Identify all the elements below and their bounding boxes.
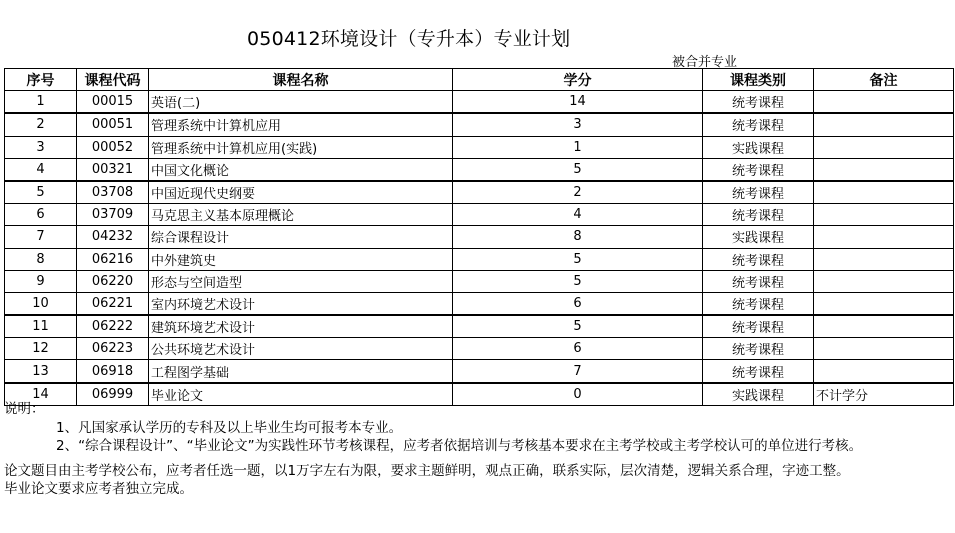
cell-course-type: 统考课程 (703, 360, 814, 383)
cell-seq: 13 (5, 360, 77, 383)
cell-credit: 4 (453, 204, 703, 226)
cell-course-name: 工程图学基础 (149, 360, 453, 383)
course-plan-table (4, 68, 954, 406)
cell-course-name: 综合课程设计 (149, 226, 453, 248)
table-row (5, 292, 954, 315)
cell-course-name: 管理系统中计算机应用(实践) (149, 136, 453, 158)
table-row (5, 113, 954, 136)
cell-remark (814, 136, 954, 158)
cell-course-name: 马克思主义基本原理概论 (149, 204, 453, 226)
cell-course-type: 统考课程 (703, 91, 814, 114)
cell-seq: 11 (5, 315, 77, 338)
cell-seq: 7 (5, 226, 77, 248)
table-row (5, 158, 954, 181)
cell-course-code: 06220 (77, 270, 149, 292)
cell-remark (814, 248, 954, 270)
cell-remark (814, 158, 954, 181)
cell-remark (814, 113, 954, 136)
cell-course-code: 06221 (77, 292, 149, 315)
table-row (5, 91, 954, 114)
cell-course-name: 建筑环境艺术设计 (149, 315, 453, 338)
cell-credit: 5 (453, 270, 703, 292)
cell-course-name: 公共环境艺术设计 (149, 338, 453, 360)
cell-course-code: 00051 (77, 113, 149, 136)
cell-credit: 8 (453, 226, 703, 248)
cell-credit: 7 (453, 360, 703, 383)
table-row (5, 181, 954, 204)
cell-course-type: 统考课程 (703, 158, 814, 181)
cell-credit: 0 (453, 383, 703, 406)
cell-seq: 5 (5, 181, 77, 204)
cell-course-type: 统考课程 (703, 315, 814, 338)
note-item-1: 1、凡国家承认学历的专科及以上毕业生均可报考本专业。 (56, 419, 403, 436)
cell-credit: 5 (453, 158, 703, 181)
cell-course-name: 中国文化概论 (149, 158, 453, 181)
cell-credit: 1 (453, 136, 703, 158)
note-paragraph-2: 毕业论文要求应考者独立完成。 (4, 481, 193, 497)
page-title: 050412环境设计（专升本）专业计划 (247, 28, 571, 50)
cell-credit: 2 (453, 181, 703, 204)
cell-course-type: 统考课程 (703, 292, 814, 315)
cell-course-code: 00321 (77, 158, 149, 181)
cell-remark (814, 270, 954, 292)
cell-course-type: 统考课程 (703, 248, 814, 270)
note-item-2 (4, 437, 952, 456)
cell-remark (814, 226, 954, 248)
cell-credit: 5 (453, 315, 703, 338)
cell-course-code: 06999 (77, 383, 149, 406)
header-credit: 学分 (453, 69, 703, 91)
cell-credit: 3 (453, 113, 703, 136)
cell-course-code: 03709 (77, 204, 149, 226)
cell-course-name: 中外建筑史 (149, 248, 453, 270)
cell-remark (814, 338, 954, 360)
table-header-row (5, 69, 954, 91)
cell-course-code: 03708 (77, 181, 149, 204)
cell-course-name: 中国近现代史纲要 (149, 181, 453, 204)
cell-seq: 8 (5, 248, 77, 270)
cell-credit: 6 (453, 338, 703, 360)
cell-seq: 2 (5, 113, 77, 136)
cell-course-name: 室内环境艺术设计 (149, 292, 453, 315)
note-item-2-text: 2、“综合课程设计”、“毕业论文”为实践性环节考核课程，应考者依据培训与考核基本要求在主考学校或主考学校认可的单位进行考核。 (56, 438, 863, 454)
cell-remark (814, 292, 954, 315)
table-row (5, 315, 954, 338)
cell-seq: 6 (5, 204, 77, 226)
cell-course-type: 实践课程 (703, 226, 814, 248)
header-name: 课程名称 (149, 69, 453, 91)
cell-course-code: 00052 (77, 136, 149, 158)
cell-remark (814, 204, 954, 226)
cell-course-type: 统考课程 (703, 204, 814, 226)
notes-section (4, 400, 952, 499)
cell-course-type: 统考课程 (703, 338, 814, 360)
cell-credit: 6 (453, 292, 703, 315)
cell-course-name: 英语(二) (149, 91, 453, 114)
cell-seq: 4 (5, 158, 77, 181)
table-row (5, 136, 954, 158)
cell-seq: 3 (5, 136, 77, 158)
table-row (5, 226, 954, 248)
cell-remark (814, 360, 954, 383)
table-row (5, 204, 954, 226)
cell-seq: 12 (5, 338, 77, 360)
cell-credit: 14 (453, 91, 703, 114)
cell-remark (814, 315, 954, 338)
cell-course-name: 毕业论文 (149, 383, 453, 406)
cell-course-name: 管理系统中计算机应用 (149, 113, 453, 136)
cell-course-code: 04232 (77, 226, 149, 248)
cell-course-code: 06222 (77, 315, 149, 338)
table-row (5, 338, 954, 360)
cell-remark (814, 181, 954, 204)
cell-course-code: 00015 (77, 91, 149, 114)
table-row (5, 248, 954, 270)
cell-seq: 14 (5, 383, 77, 406)
cell-course-code: 06223 (77, 338, 149, 360)
notes-heading: 说明： (4, 401, 45, 417)
cell-remark (814, 91, 954, 114)
header-type: 课程类别 (703, 69, 814, 91)
merged-major-label: 被合并专业 (672, 55, 738, 70)
cell-course-type: 统考课程 (703, 113, 814, 136)
cell-remark: 不计学分 (814, 383, 954, 406)
cell-course-name: 形态与空间造型 (149, 270, 453, 292)
cell-seq: 10 (5, 292, 77, 315)
cell-course-type: 统考课程 (703, 181, 814, 204)
header-code: 课程代码 (77, 69, 149, 91)
header-remark: 备注 (814, 69, 954, 91)
note-paragraph-1: 论文题目由主考学校公布，应考者任选一题，以1万字左右为限，要求主题鲜明，观点正确，联系实际，层次清楚，逻辑关系合理，字迹工整。 (4, 462, 850, 479)
cell-course-type: 统考课程 (703, 270, 814, 292)
cell-course-type: 实践课程 (703, 136, 814, 158)
table-row (5, 360, 954, 383)
cell-seq: 1 (5, 91, 77, 114)
cell-course-type: 实践课程 (703, 383, 814, 406)
cell-course-code: 06918 (77, 360, 149, 383)
header-seq: 序号 (5, 69, 77, 91)
cell-seq: 9 (5, 270, 77, 292)
cell-course-code: 06216 (77, 248, 149, 270)
cell-credit: 5 (453, 248, 703, 270)
table-row (5, 270, 954, 292)
